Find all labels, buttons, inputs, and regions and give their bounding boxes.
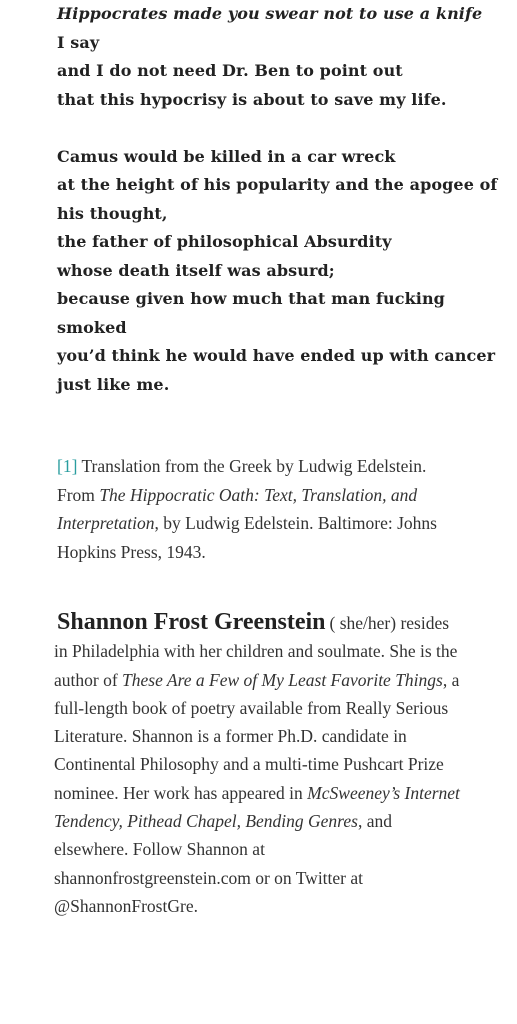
bio-line — [54, 807, 484, 835]
author-website: shannonfrostgreenstein.com or on Twitter at — [54, 867, 364, 888]
poem-line: Hippocrates made you swear not to use a knife — [57, 4, 483, 23]
poem-line: that this hypocrisy is about to save my life. — [57, 89, 447, 109]
bio-text: , and — [357, 811, 392, 832]
poem-line: because given how much that man fucking — [57, 289, 445, 308]
author-twitter-handle: @ShannonFrostGre. — [54, 895, 198, 916]
poem-line: the father of philosophical Absurdity — [57, 232, 392, 251]
stanza-break — [57, 114, 487, 143]
footnote-source-title: Interpretation — [57, 513, 155, 533]
poem-line: smoked — [57, 317, 127, 337]
bio-line: elsewhere. Follow Shannon at — [54, 839, 265, 860]
poem-line: you’d think he would have ended up with cancer — [57, 346, 496, 365]
footnote-source-title: The Hippocratic Oath: Text, Translation, and — [99, 484, 418, 505]
bio-line: in Philadelphia with her children and soulmate. She is the — [54, 641, 458, 662]
poem-line: his thought, — [57, 203, 168, 223]
poem-line: just like me. — [57, 374, 170, 394]
poem-line: I say — [57, 32, 100, 52]
bio-line: Literature. Shannon is a former Ph.D. candidate in — [54, 726, 407, 747]
footnote-text: Translation from the Greek by Ludwig Edelstein. — [77, 456, 427, 476]
bio-text: nominee. Her work has appeared in — [54, 782, 308, 803]
publication-list: Tendency, Pithead Chapel, Bending Genres — [54, 811, 358, 832]
footnote-ref-link[interactable]: [1] — [57, 456, 78, 476]
poem-line: and I do not need Dr. Ben to point out — [57, 61, 403, 80]
bio-text: , a — [442, 669, 460, 690]
poem-line: Camus would be killed in a car wreck — [57, 146, 396, 166]
publication-list: McSweeney’s Internet — [307, 782, 460, 803]
poem-line: at the height of his popularity and the apogee of — [57, 175, 498, 194]
footnote-text: Hopkins Press, 1943. — [57, 541, 206, 562]
bio-line: full-length book of poetry available from Really Serious — [54, 697, 449, 718]
author-bio — [54, 608, 484, 920]
bio-line — [54, 666, 484, 694]
poem-line: whose death itself was absurd; — [57, 260, 335, 280]
author-name: Shannon Frost Greenstein — [57, 609, 326, 635]
bio-line — [54, 608, 484, 637]
author-pronouns: ( she/her) resides — [329, 613, 450, 633]
bio-line: Continental Philosophy and a multi-time Pushcart Prize — [54, 754, 444, 775]
bio-text: author of — [54, 669, 123, 690]
footnote-text: From — [57, 484, 100, 505]
book-title: These Are a Few of My Least Favorite Things — [122, 669, 443, 690]
bio-line — [54, 779, 484, 807]
footnote — [57, 452, 457, 566]
footnote-text: , by Ludwig Edelstein. Baltimore: Johns — [154, 513, 437, 533]
poem-body — [57, 0, 498, 399]
